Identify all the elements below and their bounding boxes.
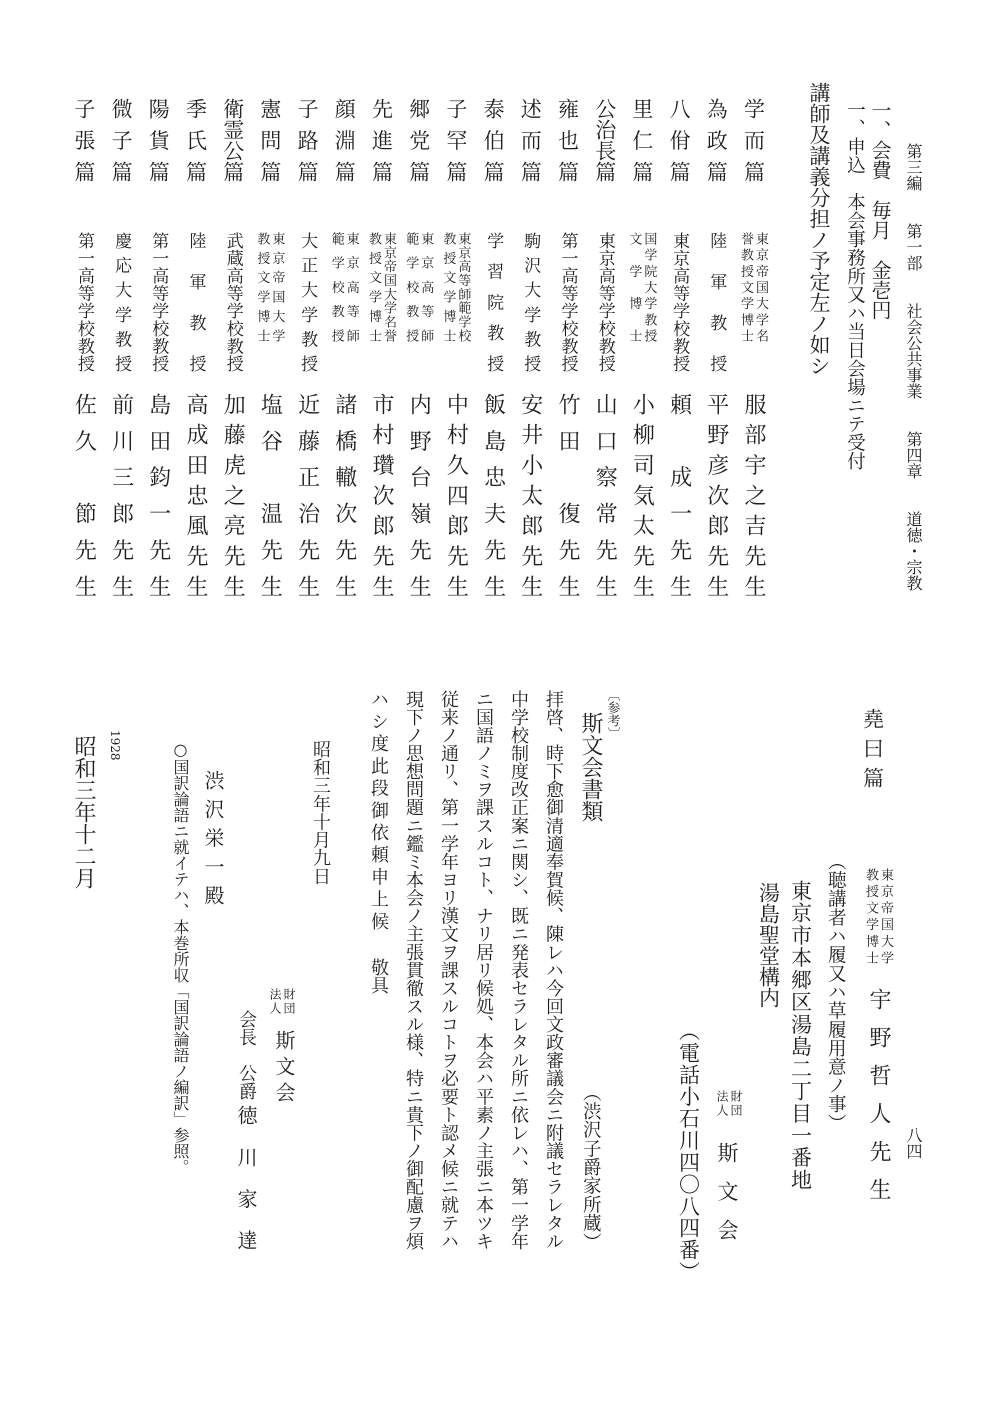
chapter-title: 子路篇	[295, 98, 320, 193]
venue-address: 東京市本郷区湯島二丁目一番地	[788, 880, 813, 1192]
affiliation-line: 東京高等師	[418, 232, 434, 354]
chapter-title: 学而篇	[741, 98, 766, 193]
lecturer-affiliation: 陸軍教授	[185, 232, 206, 396]
chapter-title: 公治長篇	[592, 98, 617, 182]
lecturer-affiliation: 武蔵高等学校教授	[222, 232, 243, 373]
sender-org-name: 斯文会	[272, 1030, 296, 1108]
venue-location: 湯島聖堂構内	[756, 882, 781, 1008]
organizer-type	[716, 1090, 742, 1116]
lecturer-name: 飯島忠夫先生	[480, 393, 506, 612]
lecturer-affiliation: 慶応大学教授	[111, 232, 132, 380]
letter-line: 拝啓、時下愈御清適奉賀候、陳レハ今回文政審議会ニ附議セラレタル	[543, 690, 564, 1251]
sender-title: 会長 公爵	[236, 1010, 257, 1100]
lecturer-affiliation: 陸軍教授	[706, 232, 727, 396]
header-part: 道徳・宗教	[904, 511, 923, 591]
letter-line: ニ国語ノミヲ課スルコト、ナリ居リ候処、本会ハ平素ノ主張ニ本ツキ	[473, 690, 494, 1251]
affiliation-line: 教授文学博士	[366, 232, 381, 349]
lecturer-affiliation	[863, 868, 893, 968]
affiliation-line: 教授文学博士	[254, 232, 270, 349]
lecturer-affiliation: 第一高等学校教授	[557, 232, 578, 373]
reference-title: 斯文会書類	[578, 712, 603, 822]
schedule-heading: 講師及講義分担ノ予定左ノ如シ	[807, 82, 831, 376]
affiliation-line: 東京高等師範学校	[455, 232, 471, 343]
chapter-title: 子張篇	[71, 98, 96, 193]
lecturer-affiliation: 駒沢大学教授	[520, 232, 541, 380]
lecturer-name: 近藤正治先生	[294, 393, 320, 612]
lecturer-name: 小柳司気太先生	[629, 393, 655, 606]
sender-org-type-line: 法人	[268, 988, 282, 1016]
chapter-title: 堯曰篇	[860, 708, 885, 797]
letter-date: 昭和三年十月九日	[310, 740, 331, 886]
lecturer-name: 島田鈞一先生	[145, 393, 171, 612]
affiliation-line: 東京帝国大学名誉	[381, 232, 396, 343]
organizer-name: 斯文会	[715, 1142, 739, 1258]
lecturer-name: 諸橋轍次先生	[331, 393, 357, 612]
affiliation-line: 東京帝国大学	[269, 232, 285, 349]
lecturer-affiliation	[738, 232, 768, 346]
reference-label: 〔参考〕	[604, 688, 620, 740]
affiliation-line: 範学校教授	[328, 232, 344, 354]
header-part: 第三編	[904, 143, 923, 191]
chapter-title: 八佾篇	[667, 98, 692, 193]
header-part: 第四章	[904, 431, 923, 479]
chapter-title: 季氏篇	[183, 98, 208, 193]
lecturer-affiliation: 東京高等学校教授	[594, 232, 615, 373]
chapter-title: 雍也篇	[555, 98, 580, 193]
lecturer-affiliation: 大正大学教授	[297, 232, 318, 380]
lecturer-name: 宇野哲人先生	[866, 988, 891, 1216]
sender-org-type-line: 財団	[282, 988, 296, 1016]
lecturer-affiliation	[440, 232, 471, 349]
document-date-western: 1928	[108, 730, 122, 761]
document-date: 昭和三年十二月	[71, 735, 96, 889]
lecturer-name: 高成田忠風先生	[183, 393, 208, 606]
letter-closing: ハシ度此段御依頼申上候	[368, 690, 389, 935]
attendee-note: （聴講者ハ履又ハ草履用意ノ事）	[825, 852, 847, 1133]
chapter-title: 衛霊公篇	[220, 98, 245, 182]
letter-line: 従来ノ通リ、第一学年ヨリ漢文ヲ課スルコトヲ必要ト認メ候ニ就テハ	[438, 690, 459, 1251]
lecturer-affiliation: 学習院教授	[483, 232, 504, 386]
lecturer-name: 前川三郎先生	[108, 393, 134, 612]
affiliation-line: 文学博士	[626, 232, 642, 362]
sender-name: 徳川家達	[234, 1105, 258, 1272]
chapter-title: 子罕篇	[443, 98, 468, 193]
running-header	[905, 143, 921, 591]
affiliation-line: 誉教授文学博士	[738, 232, 753, 346]
lecturer-name: 頼 成一先生	[666, 393, 692, 612]
footnote: ○国訳論語ニ就イテハ、本巻所収「国訳論語ノ編訳」参照。	[171, 740, 190, 1175]
lecturer-name: 佐久 節先生	[71, 393, 97, 612]
lecturer-name: 内野台嶺先生	[406, 393, 432, 612]
lecturer-affiliation	[626, 232, 657, 362]
affiliation-line: 範学校教授	[403, 232, 419, 354]
page-number: 八四	[904, 1127, 923, 1159]
chapter-title: 里仁篇	[629, 98, 654, 193]
affiliation-line: 東京帝国大学名	[753, 232, 768, 346]
phone-number: （電話小石川四〇八四番）	[676, 1020, 701, 1283]
lecturer-name: 山口察常先生	[592, 393, 618, 612]
affiliation-line: 教授文学博士	[440, 232, 456, 349]
lecturer-affiliation: 第一高等学校教授	[73, 232, 94, 373]
letter-line: 現下ノ思想問題ニ鑑ミ本会ノ主張貫徹スル様、特ニ貴下ノ御配慮ヲ煩	[403, 690, 424, 1251]
chapter-title: 為政篇	[704, 98, 729, 193]
organizer-type-line: 法人	[715, 1090, 729, 1118]
lecturer-name: 服部宇之吉先生	[741, 393, 766, 606]
chapter-title: 郷党篇	[406, 98, 431, 193]
header-part: 第一部	[904, 223, 923, 271]
lecturer-affiliation	[403, 232, 434, 354]
lecturer-name: 竹田 復先生	[555, 393, 580, 612]
letter-keigu: 敬具	[368, 958, 389, 994]
sender-org-type	[269, 988, 295, 1014]
affiliation-line: 国学院大学教授	[641, 232, 657, 346]
affiliation-line: 東京高等師	[343, 232, 359, 354]
reference-source: （渋沢子爵家所蔵）	[580, 1083, 602, 1252]
letter-line: 中学校制度改正案ニ関シ、既ニ発表セラレタル所ニ依レハ、第一学年	[508, 690, 529, 1251]
application-line: 一、申込 本会事務所又ハ当日会場ニテ受付	[844, 100, 866, 470]
lecturer-affiliation	[366, 232, 396, 349]
fee-line: 一、会費 毎月 金壱円	[868, 100, 892, 320]
chapter-title: 微子篇	[109, 98, 134, 193]
lecturer-name: 安井小太郎先生	[517, 393, 543, 606]
lecturer-name: 中村久四郎先生	[443, 393, 469, 606]
letter-recipient: 渋沢栄一殿	[201, 770, 225, 914]
affiliation-line: 教授文学博士	[863, 868, 878, 968]
header-part: 社会公共事業	[904, 303, 923, 399]
lecturer-affiliation: 東京高等学校教授	[669, 232, 690, 373]
lecturer-affiliation	[254, 232, 285, 349]
chapter-title: 先進篇	[369, 98, 394, 193]
lecturer-affiliation	[328, 232, 359, 354]
lecturer-name: 塩谷 温先生	[257, 393, 283, 612]
chapter-title: 泰伯篇	[481, 98, 506, 193]
lecturer-name: 市村瓚次郎先生	[369, 393, 394, 606]
chapter-title: 陽貨篇	[146, 98, 171, 193]
chapter-title: 述而篇	[518, 98, 543, 193]
organizer-type-line: 財団	[729, 1090, 743, 1118]
chapter-title: 憲問篇	[257, 98, 282, 193]
lecturer-name: 加藤虎之亮先生	[220, 393, 246, 606]
lecturer-affiliation: 第一高等学校教授	[148, 232, 169, 373]
affiliation-line: 東京帝国大学	[878, 868, 893, 968]
lecturer-name: 平野彦次郎先生	[703, 393, 729, 606]
chapter-title: 顔淵篇	[332, 98, 357, 193]
